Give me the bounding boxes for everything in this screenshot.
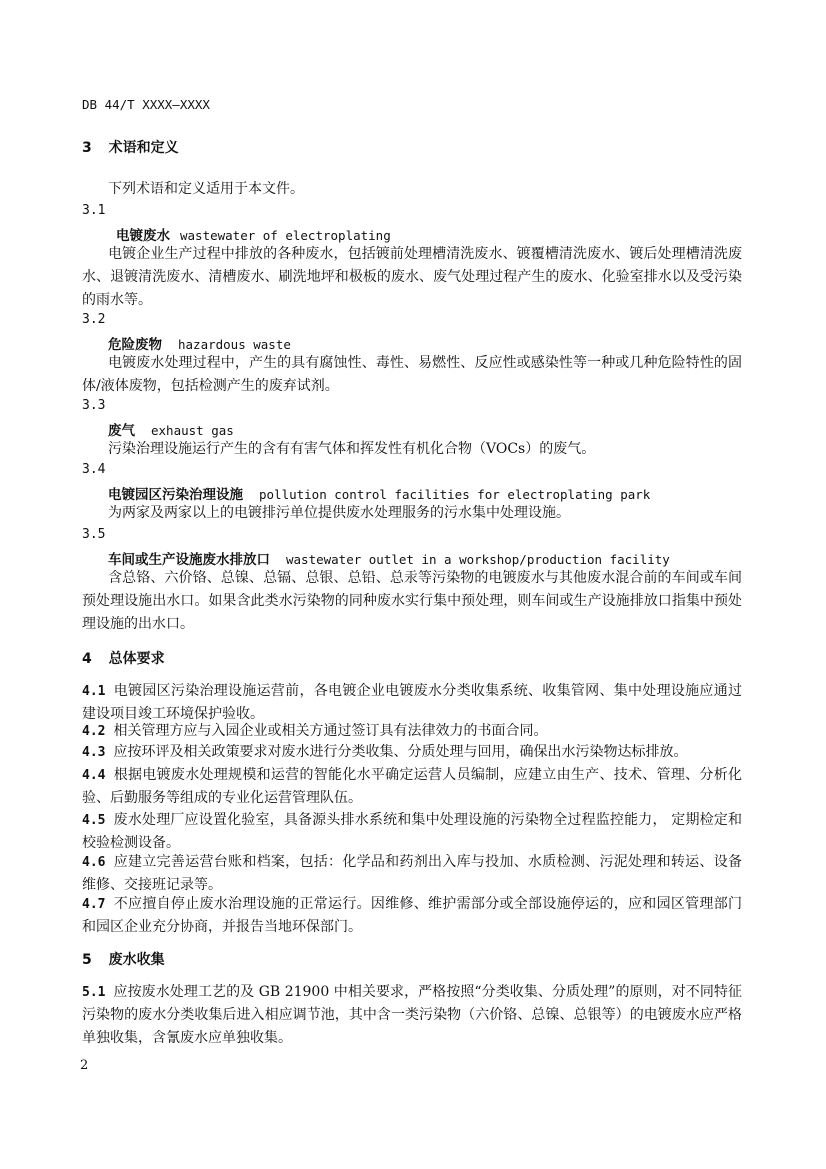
term-number: 3.5	[82, 527, 106, 542]
term-definition: 污染治理设施运行产生的含有有害气体和挥发性有机化合物（VOCs）的废气。	[108, 441, 596, 457]
clause: 5.1 应按废水处理工艺的及 GB 21900 中相关要求，严格按照“分类收集、分质处理”的原则，对不同特征污染物的废水分类收集后进入相应调节池，其中含一类污染物（六价铬、总镍、总银等）的电镀废水应严格单独收集，含氰废水应单独收集。	[82, 984, 742, 1046]
section-title: 废水收集	[108, 952, 165, 968]
section-3-intro: 下列术语和定义适用于本文件。	[108, 181, 304, 197]
term-title	[108, 419, 234, 439]
term-number: 3.4	[82, 462, 106, 477]
section-3-heading	[82, 137, 179, 157]
clause: 4.4 根据电镀废水处理规模和运营的智能化水平确定运营人员编制，应建立由生产、技术、管理、分析化验、后勤服务等组成的专业化运营管理队伍。	[82, 767, 742, 806]
document-code: DB 44/T XXXX—XXXX	[82, 97, 210, 112]
section-number: 5	[82, 952, 92, 968]
term-en: pollution control facilities for electroplating park	[259, 487, 651, 502]
section-title: 术语和定义	[108, 140, 179, 156]
term-en: hazardous waste	[178, 337, 291, 352]
term-zh: 电镀废水	[116, 228, 170, 244]
term-en: exhaust gas	[151, 423, 234, 438]
clause: 4.7 不应擅自停止废水治理设施的正常运行。因维修、维护需部分或全部设施停运的，应和园区管理部门和园区企业充分协商，并报告当地环保部门。	[82, 896, 742, 935]
clause: 4.1 电镀园区污染治理设施运营前，各电镀企业电镀废水分类收集系统、收集管网、集中处理设施应通过建设项目竣工环境保护验收。	[82, 683, 742, 722]
term-number: 3.2	[82, 312, 106, 327]
term-definition: 电镀废水处理过程中，产生的具有腐蚀性、毒性、易燃性、反应性或感染性等一种或几种危险特性的固体/液体废物，包括检测产生的废弃试剂。	[82, 355, 742, 394]
term-zh: 电镀园区污染治理设施	[108, 487, 243, 503]
clause: 4.3 应按环评及相关政策要求对废水进行分类收集、分质处理与回用，确保出水污染物达标排放。	[82, 744, 688, 760]
term-definition: 为两家及两家以上的电镀排污单位提供废水处理服务的污水集中处理设施。	[108, 505, 570, 521]
term-zh: 废气	[108, 423, 135, 439]
page-number: 2	[80, 1058, 89, 1073]
term-title	[116, 224, 391, 244]
clause: 4.2 相关管理方应与入园企业或相关方通过签订具有法律效力的书面合同。	[82, 723, 548, 739]
term-title	[108, 333, 291, 353]
clause: 4.5 废水处理厂应设置化验室，具备源头排水系统和集中处理设施的污染物全过程监控能力， 定期检定和校验检测设备。	[82, 812, 742, 851]
section-5-heading	[82, 949, 165, 969]
term-title	[108, 548, 670, 568]
term-title	[108, 483, 650, 503]
section-number: 4	[82, 651, 92, 667]
section-number: 3	[82, 140, 92, 156]
term-en: wastewater outlet in a workshop/production facility	[286, 552, 670, 567]
section-4-heading	[82, 648, 165, 668]
term-number: 3.3	[82, 398, 106, 413]
term-definition: 电镀企业生产过程中排放的各种废水，包括镀前处理槽清洗废水、镀覆槽清洗废水、镀后处理槽清洗废水、退镀清洗废水、清槽废水、刷洗地坪和极板的废水、废气处理过程产生的废水、化验室排水以及受污染的雨水等。	[82, 246, 742, 308]
section-title: 总体要求	[108, 651, 165, 667]
term-zh: 危险废物	[108, 337, 162, 353]
term-definition: 含总铬、六价铬、总镍、总镉、总银、总铅、总汞等污染物的电镀废水与其他废水混合前的车间或车间预处理设施出水口。如果含此类水污染物的同种废水实行集中预处理，则车间或生产设施排放口指集中预处理设施的出水口。	[82, 570, 742, 632]
term-en: wastewater of electroplating	[180, 228, 391, 243]
term-number: 3.1	[82, 203, 106, 218]
clause: 4.6 应建立完善运营台账和档案，包括：化学品和药剂出入库与投加、水质检测、污泥处理和转运、设备维修、交接班记录等。	[82, 854, 742, 893]
term-zh: 车间或生产设施废水排放口	[108, 552, 270, 568]
